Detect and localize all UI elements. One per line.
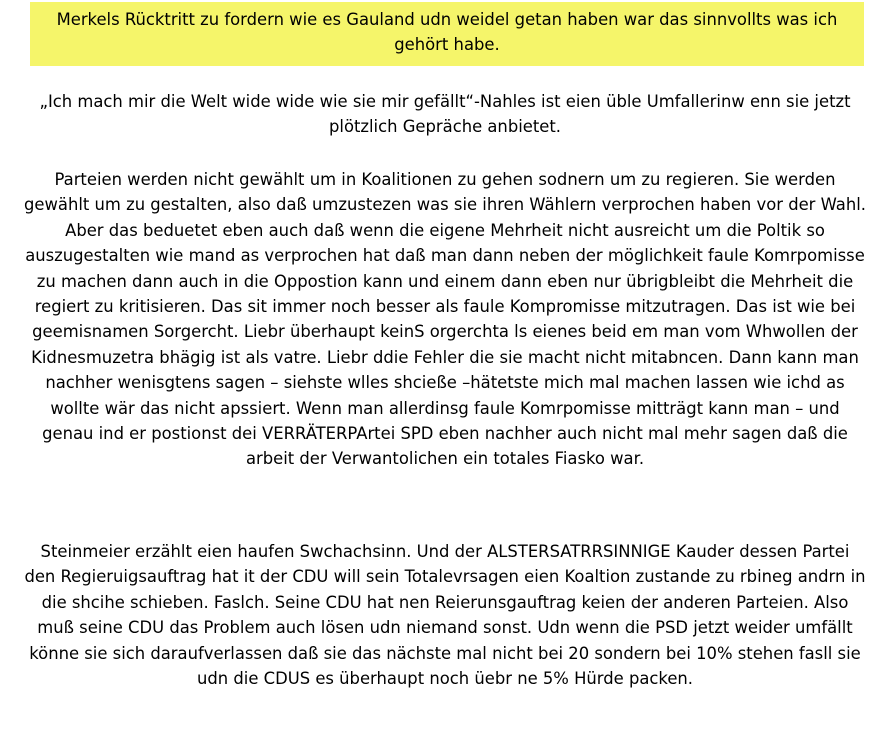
paragraph-parties-governing: Parteien werden nicht gewählt um in Koalitionen zu gehen sodnern um zu regieren. Sie werden gewählt um zu gestalten, also daß umzustezen was sie ihren Wählern verprochen haben vor der Wahl. Aber das beduetet eben auch daß wenn die eigene Mehrheit nicht ausreicht um die Poltik so auszugestalten wie mand as verprochen hat daß man dann neben der möglichkeit faule Komrpomisse zu machen dann auch in die Oppostion kann und einem dann eben nur übrigbleibt die Mehrheit die regiert zu kritisieren. Das sit immer noch besser als faule Kompromisse mitzutragen. Das ist wie bei geemisnamen Sorgercht. Liebr überhaupt keinS orgerchta ls eienes beid em man vom Whwollen der Kidnesmuzetra bhägig ist als vatre. Liebr ddie Fehler die sie macht nicht mitabncen. Dann kann man nachher wenisgtens sagen – siehste wlles shcieße –hätetste mich mal machen lassen wie ichd as wollte wär das nicht apssiert. Wenn man allerdinsg faule Komrpomisse mitträgt kann man – und genau ind er postionst dei VERRÄTERPArtei SPD eben nachher auch nicht mal mehr sagen daß die arbeit der Verwantolichen ein totales Fiasko war. <box>24 170 866 469</box>
paragraph-nahles-quote: „Ich mach mir die Welt wide wide wie sie mir gefällt“-Nahles ist eien üble Umfallerinw enn sie jetzt plötzlich Gepräche anbietet. <box>39 92 851 137</box>
highlighted-headline: Merkels Rücktritt zu fordern wie es Gauland udn weidel getan haben war das sinnvollts was ich gehört habe. <box>30 2 864 66</box>
paragraph-steinmeier-kauder: Steinmeier erzählt eien haufen Swchachsinn. Und der ALSTERSATRRSINNIGE Kauder dessen Partei den Regieruigsauftrag hat it der CDU will sein Totalevrsagen eien Koaltion zustande zu rbineg andrn in die shcihe schieben. Faslch. Seine CDU hat nen Reierunsgauftrag keien der anderen Parteien. Also muß seine CDU das Problem auch lösen udn niemand sonst. Udn wenn die PSD jetzt weider umfällt könne sie sich daraufverlassen daß sie das nächste mal nicht bei 20 sondern bei 10% stehen fasll sie udn die CDUS es überhaupt noch üebr ne 5% Hürde packen. <box>24 542 866 689</box>
